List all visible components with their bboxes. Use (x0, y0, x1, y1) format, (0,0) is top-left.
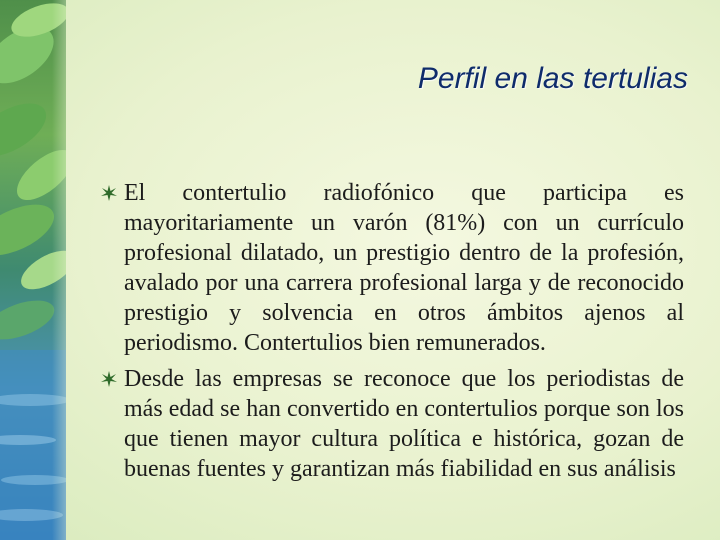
slide-title: Perfil en las tertulias (417, 62, 688, 95)
bullet-list (100, 178, 684, 490)
bullet-text-2: Desde las empresas se reconoce que los periodistas de más edad se han convertido en contertulios porque son los que tienen mayor cultura política e histórica, gozan de buenas fuentes y garantizan más fiabilidad en sus análisis (124, 366, 684, 482)
leaf-bullet-icon (100, 370, 118, 388)
bullet-item-1 (100, 178, 684, 358)
leaves-water-image (0, 0, 66, 540)
bullet-text-1: El contertulio radiofónico que participa es mayoritariamente un varón (81%) con un currículo profesional dilatado, un prestigio dentro de la profesión, avalado por una carrera profesional larga y de reconocido prestigio y solvencia en otros ámbitos ajenos al periodismo. Contertulios bien remunerados. (124, 180, 684, 356)
leaf-bullet-icon (100, 184, 118, 202)
bullet-item-2 (100, 364, 684, 484)
